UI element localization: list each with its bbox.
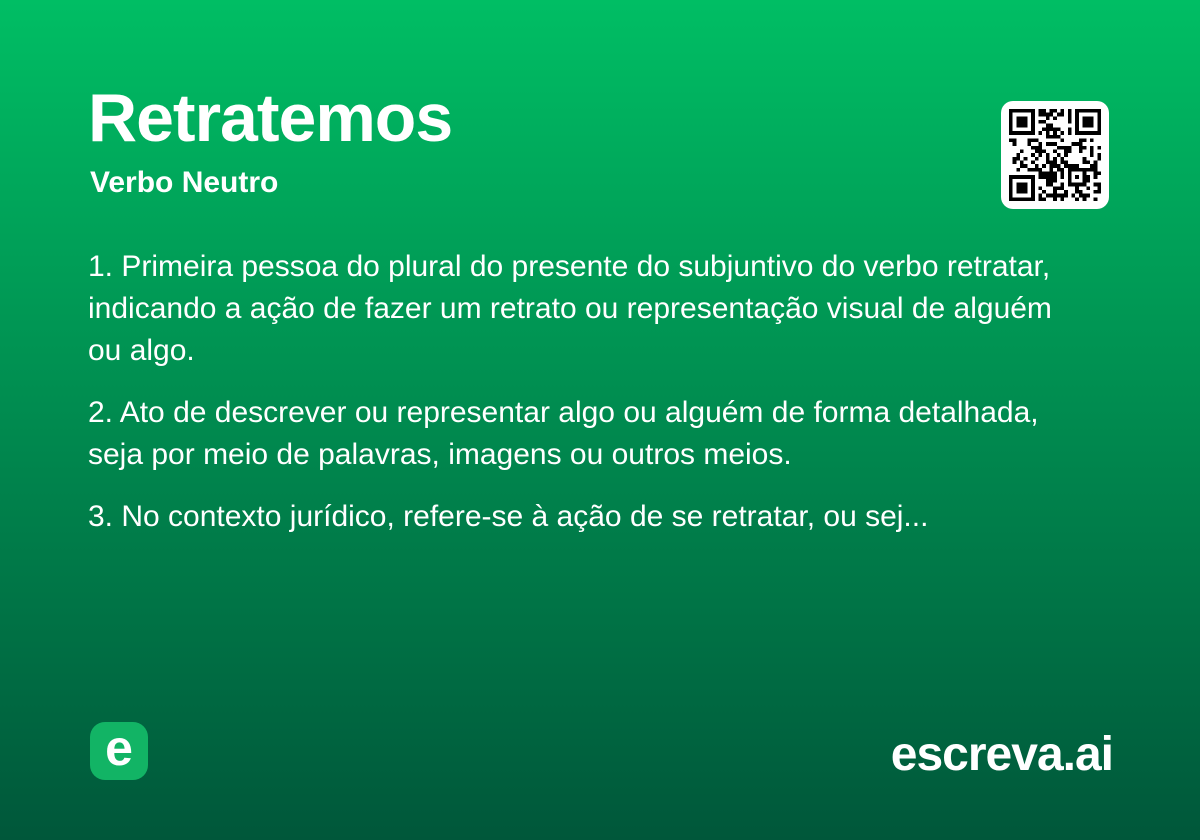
definitions-list bbox=[88, 246, 1073, 558]
definition-item-2: 2. Ato de descrever ou representar algo ou alguém de forma detalhada, seja por meio de palavras, imagens ou outros meios. bbox=[88, 396, 1039, 471]
definition-item-3: 3. No contexto jurídico, refere-se à ação de se retratar, ou sej... bbox=[88, 500, 929, 533]
word-class-label: Verbo Neutro bbox=[90, 166, 279, 199]
qr-code-modules bbox=[1009, 109, 1101, 201]
definition-item-1: 1. Primeira pessoa do plural do presente do subjuntivo do verbo retratar, indicando a ação de fazer um retrato ou representação visual de alguém ou algo. bbox=[88, 250, 1052, 367]
brand-logo-letter: e bbox=[105, 720, 133, 776]
qr-code-icon bbox=[1009, 109, 1101, 201]
brand-wordmark: escreva.ai bbox=[890, 728, 1113, 781]
page-title: Retratemos bbox=[88, 80, 453, 156]
brand-logo bbox=[90, 722, 148, 780]
qr-code bbox=[1001, 101, 1109, 209]
